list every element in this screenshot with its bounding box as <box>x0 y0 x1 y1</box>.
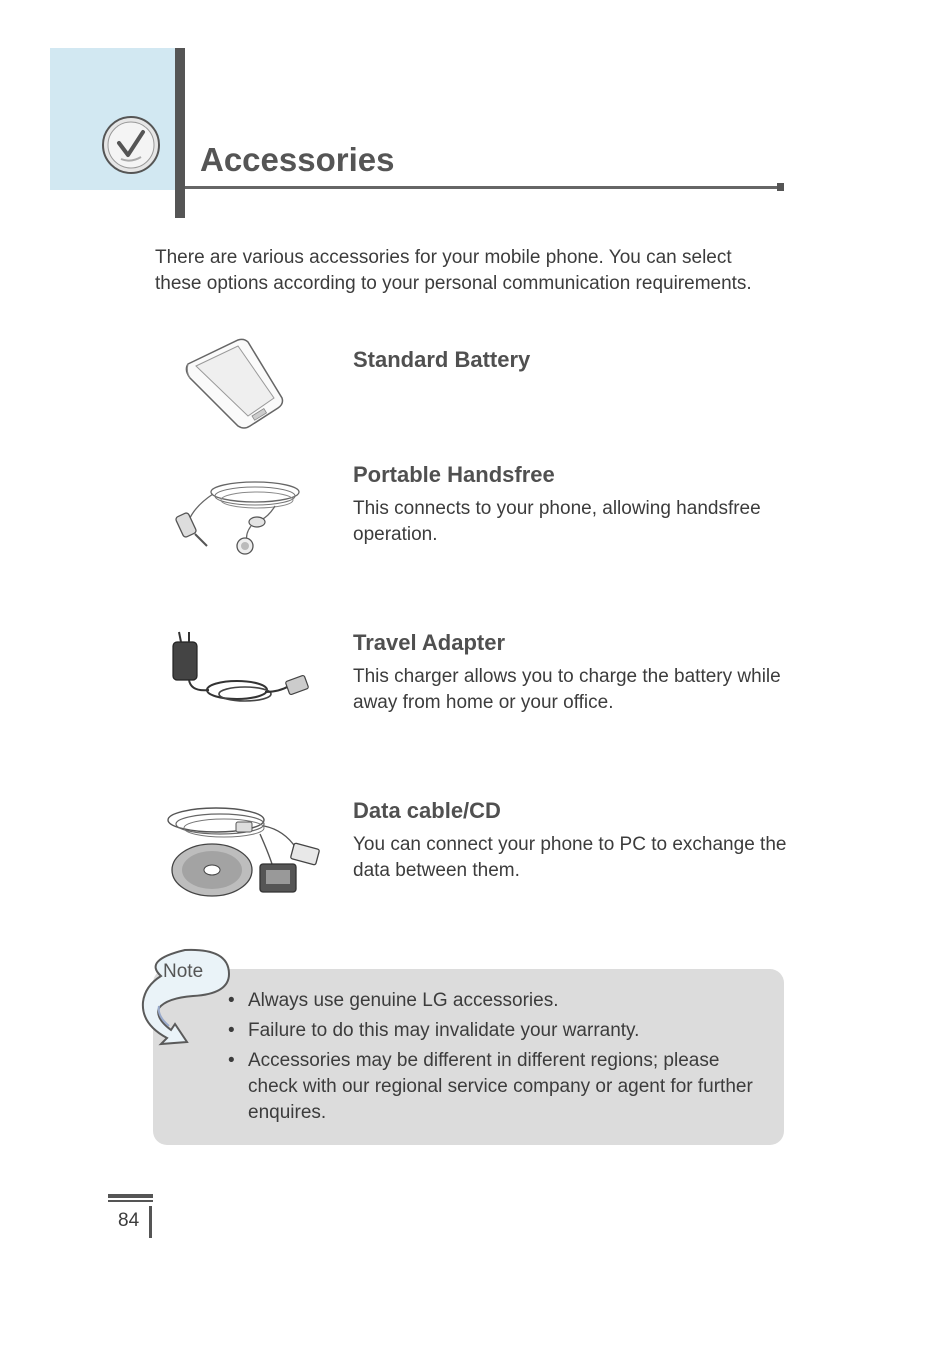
item-title-data-cable: Data cable/CD <box>353 798 501 823</box>
note-label: Note <box>163 961 204 982</box>
header-rule-end <box>777 183 784 191</box>
page-number-bar <box>149 1206 152 1238</box>
battery-image <box>178 336 290 436</box>
header-vertical-bar <box>175 48 185 218</box>
item-desc-data-cable: You can connect your phone to PC to exchange the data between them. <box>353 834 787 881</box>
item-title-handsfree: Portable Handsfree <box>353 462 555 487</box>
handsfree-image <box>165 470 305 560</box>
note-bullet: • Always use genuine LG accessories. <box>228 990 559 1011</box>
note-list <box>226 988 766 1130</box>
page-title: Accessories <box>200 141 395 178</box>
header-rule <box>185 186 779 189</box>
data-cable-cd-image <box>160 800 330 910</box>
item-title-battery: Standard Battery <box>353 347 531 372</box>
page-number: 84 <box>118 1210 140 1231</box>
note-bullet: • Failure to do this may invalidate your warranty. <box>228 1020 640 1041</box>
checkmark-icon <box>101 115 161 175</box>
note-bullet: • Accessories may be different in different regions; please check with our regional service company or agent for further enquires. <box>228 1050 753 1123</box>
item-desc-adapter: This charger allows you to charge the battery while away from home or your office. <box>353 666 781 713</box>
page-number-rule <box>108 1194 153 1198</box>
intro-text: There are various accessories for your mobile phone. You can select these options according to your personal communication requirements. <box>155 247 752 294</box>
item-title-adapter: Travel Adapter <box>353 630 506 655</box>
item-desc-handsfree: This connects to your phone, allowing handsfree operation. <box>353 498 761 545</box>
page-number-rule-thin <box>108 1200 153 1202</box>
travel-adapter-image <box>165 628 315 708</box>
